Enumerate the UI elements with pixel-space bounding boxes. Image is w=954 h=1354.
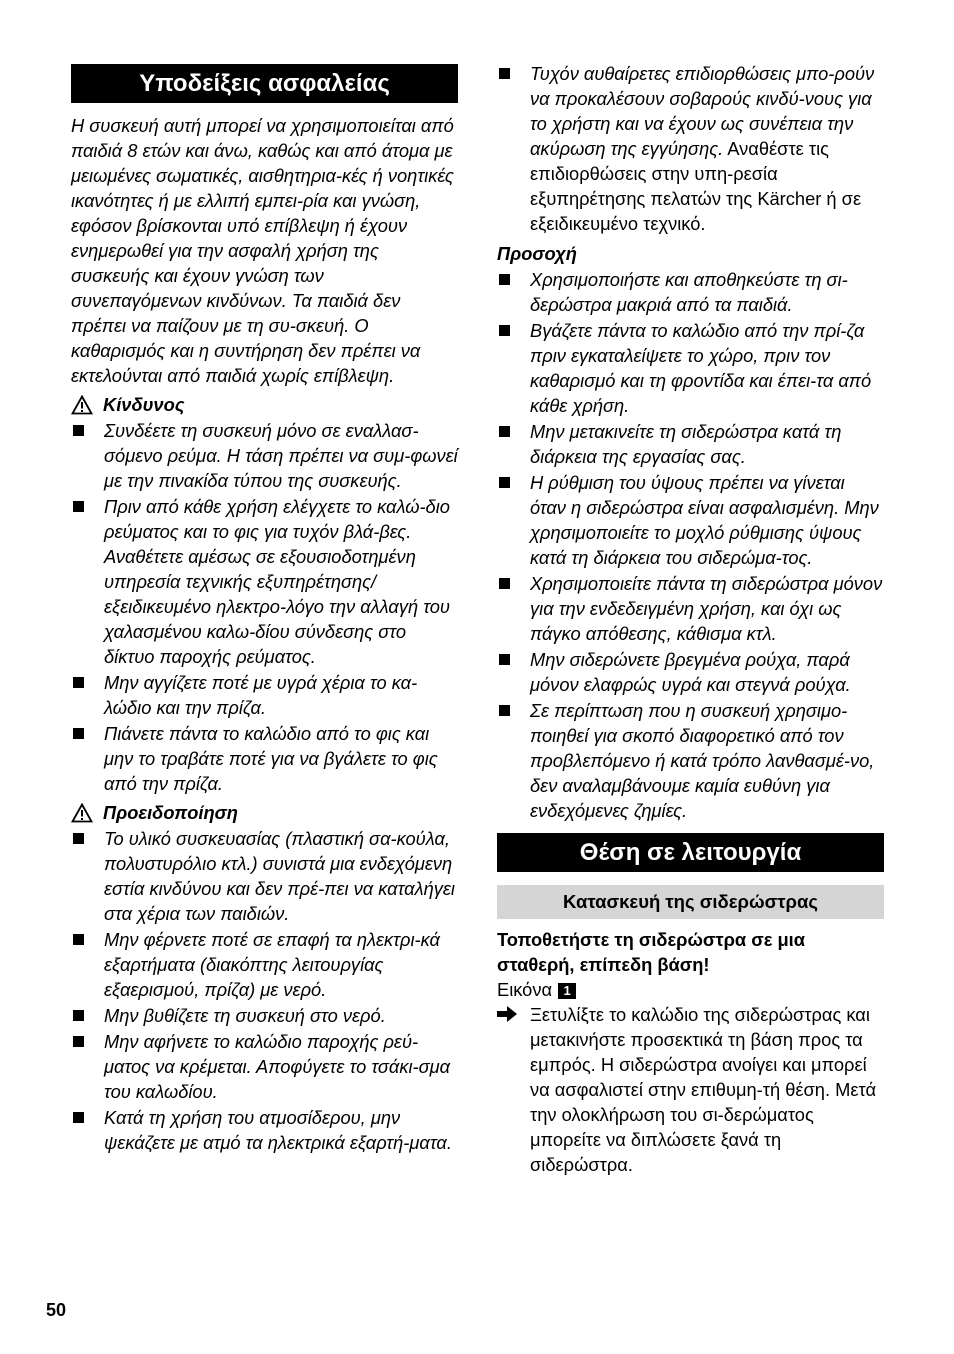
bullet-square-icon	[499, 274, 510, 285]
list-item: Κατά τη χρήση του ατμοσίδερου, μην ψεκάζετε με ατμό τα ηλεκτρικά εξαρτή-ματα.	[71, 1105, 458, 1155]
warning-triangle-icon	[71, 803, 93, 823]
repair-warning-text: Τυχόν αυθαίρετες επιδιορθώσεις μπο-ρούν να προκαλέσουν σοβαρούς κινδύ-νους για το χρήστη και να έχουν ως συνέπεια την ακύρωση της εγγύησης.	[530, 63, 875, 159]
list-item: Μην αγγίζετε ποτέ με υγρά χέρια το κα-λώδιο και την πρίζα.	[71, 670, 458, 720]
bullet-square-icon	[499, 578, 510, 589]
list-item: Το υλικό συσκευασίας (πλαστική σα-κούλα, πολυστυρόλιο κτλ.) συνιστά μια ενδεχόμενη εστία κινδύνου και δεν πρέ-πει να καταλήγει στα χέρια των παιδιών.	[71, 826, 458, 926]
caution-list	[497, 267, 884, 823]
warning-list	[71, 826, 458, 1155]
bullet-square-icon	[73, 425, 84, 436]
assembly-step-text: Ξετυλίξτε το καλώδιο της σιδερώστρας και μετακινήστε προσεκτικά τη βάση προς τα εμπρός. Η σιδερώστρα ανοίγει και μπορεί να ασφαλιστεί στην επιθυμη-τή θέση. Μετά την ολοκλήρωση του σι-δερώματος μπορείτε να διπλώσετε ξανά τη σιδερώστρα.	[530, 1004, 877, 1175]
bullet-square-icon	[499, 68, 510, 79]
figure-reference	[497, 977, 884, 1002]
operation-title: Θέση σε λειτουργία	[497, 833, 884, 872]
assembly-instruction: Τοποθετήστε τη σιδερώστρα σε μια σταθερή, επίπεδη βάση!	[497, 929, 805, 975]
bullet-square-icon	[73, 1036, 84, 1047]
bullet-square-icon	[73, 501, 84, 512]
list-item: Μην βυθίζετε τη συσκευή στο νερό.	[71, 1003, 458, 1028]
bullet-square-icon	[499, 705, 510, 716]
list-item: Μην αφήνετε το καλώδιο παροχής ρεύ-ματος να κρέμεται. Αποφύγετε το τσάκι-σμα του καλωδίου.	[71, 1029, 458, 1104]
danger-list	[71, 418, 458, 796]
list-item: Χρησιμοποιήστε και αποθηκεύστε τη σι-δερώστρα μακριά από τα παιδιά.	[497, 267, 884, 317]
warning-heading	[71, 800, 458, 825]
list-item: Μην μετακινείτε τη σιδερώστρα κατά τη διάρκεια της εργασίας σας.	[497, 419, 884, 469]
danger-heading	[71, 392, 458, 417]
bullet-square-icon	[73, 728, 84, 739]
bullet-square-icon	[73, 1010, 84, 1021]
bullet-square-icon	[499, 325, 510, 336]
bullet-square-icon	[73, 677, 84, 688]
arrow-right-icon	[497, 1006, 517, 1022]
warning-label: Προειδοποίηση	[103, 802, 238, 823]
bullet-square-icon	[73, 934, 84, 945]
list-item: Χρησιμοποιείτε πάντα τη σιδερώστρα μόνον για την ενδεδειγμένη χρήση, και όχι ως πάγκο απόθεσης, κάθισμα κτλ.	[497, 571, 884, 646]
assembly-step	[497, 1002, 884, 1177]
assembly-title: Κατασκευή της σιδερώστρας	[497, 885, 884, 919]
list-item: Η ρύθμιση του ύψους πρέπει να γίνεται όταν η σιδερώστρα είναι ασφαλισμένη. Μην χρησιμοποιείτε το μοχλό ρύθμισης ύψους κατά τη διάρκεια του σιδερώμα-τος.	[497, 470, 884, 570]
bullet-square-icon	[73, 833, 84, 844]
list-item: Μην σιδερώνετε βρεγμένα ρούχα, παρά μόνον ελαφρώς υγρά και στεγνά ρούχα.	[497, 647, 884, 697]
page-number: 50	[46, 1300, 67, 1320]
warning-triangle-icon	[71, 395, 93, 415]
bullet-square-icon	[73, 1112, 84, 1123]
repair-list	[497, 61, 884, 236]
repair-advice-text: Αναθέστε τις επιδιορθώσεις στην υπη-ρεσία εξυπηρέτησης πελατών της Kärcher ή σε εξειδικευμένο τεχνικό.	[530, 138, 862, 234]
figure-label: Εικόνα	[497, 979, 553, 1000]
caution-heading	[497, 241, 884, 266]
list-item: Βγάζετε πάντα το καλώδιο από την πρί-ζα πριν εγκαταλείψετε το χώρο, πριν τον καθαρισμό και τη φροντίδα και έπει-τα από κάθε χρήση.	[497, 318, 884, 418]
list-item: Μην φέρνετε ποτέ σε επαφή τα ηλεκτρι-κά εξαρτήματα (διακόπτης λειτουργίας εξαερισμού, πρίζα) με νερό.	[71, 927, 458, 1002]
safety-intro: Η συσκευή αυτή μπορεί να χρησιμοποιείται από παιδιά 8 ετών και άνω, καθώς και από άτομα με μειωμένες σωματικές, αισθητηρια-κές ή νοητικές ικανότητες ή με ελλιπή εμπει-ρία και γνώση, εφόσον βρίσκονται υπό επίβλεψη ή έχουν ενημερωθεί για την ασφαλή χρήση της συσκευής και έχουν γνώση των συνεπαγόμενων κινδύνων. Τα παιδιά δεν πρέπει να παίζουν με τη συ-σκευή. Ο καθαρισμός και η συντήρηση δεν πρέπει να εκτελούνται από παιδιά χωρίς επίβλεψη.	[71, 115, 454, 386]
left-column	[71, 64, 458, 1155]
caution-label: Προσοχή	[497, 243, 577, 264]
danger-label: Κίνδυνος	[103, 394, 185, 415]
list-item	[497, 61, 884, 236]
right-column	[497, 64, 884, 1177]
list-item: Σε περίπτωση που η συσκευή χρησιμο-ποιηθεί για σκοπό διαφορετικό από τον προβλεπόμενο ή κατά τρόπο λανθασμέ-νο, δεν αναλαμβάνουμε καμία ευθύνη για ενδεχόμενες ζημίες.	[497, 698, 884, 823]
safety-title: Υποδείξεις ασφαλείας	[71, 64, 458, 103]
list-item: Πριν από κάθε χρήση ελέγχετε το καλώ-διο ρεύματος και το φις για τυχόν βλά-βες. Αναθέτετε αμέσως σε εξουσιοδοτημένη υπηρεσία τεχνικής εξυπηρέτησης/εξειδικευμένο ηλεκτρο-λόγο την αλλαγή του χαλασμένου καλω-δίου σύνδεσης στο δίκτυο παροχής ρεύματος.	[71, 494, 458, 669]
bullet-square-icon	[499, 477, 510, 488]
list-item: Πιάνετε πάντα το καλώδιο από το φις και μην το τραβάτε ποτέ για να βγάλετε το φις από την πρίζα.	[71, 721, 458, 796]
figure-number-badge: 1	[558, 983, 576, 999]
bullet-square-icon	[499, 426, 510, 437]
bullet-square-icon	[499, 654, 510, 665]
list-item: Συνδέετε τη συσκευή μόνο σε εναλλασ-σόμενο ρεύμα. Η τάση πρέπει να συμ-φωνεί με την πινακίδα τύπου της συσκευής.	[71, 418, 458, 493]
